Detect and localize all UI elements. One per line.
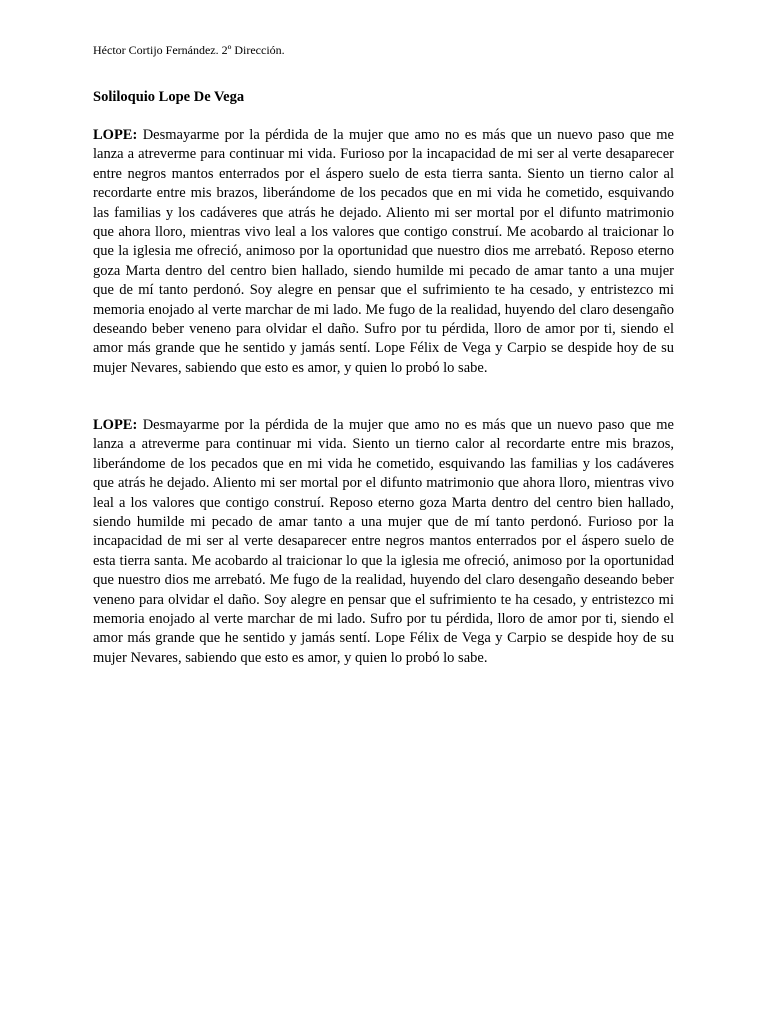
page-header: Héctor Cortijo Fernández. 2º Dirección. bbox=[93, 43, 285, 57]
monologue-paragraph-1 bbox=[93, 126, 674, 378]
paragraph-text: Desmayarme por la pérdida de la mujer que amo no es más que un nuevo paso que me lanza a atreverme para continuar mi vida. Furioso por la incapacidad de mi ser al verte desaparecer entre negros mantos enterrados por el áspero suelo de esta tierra santa. Siento un tierno calor al recordarte entre mis brazos, liberándome de los pecados que en mi vida he cometido, esquivando las familias y los cadáveres que atrás he dejado. Aliento mi ser mortal por el difunto matrimonio que ahora lloro, mientras vivo leal a los valores que contigo construí. Me acobardo al traicionar lo que la iglesia me ofreció, animoso por la oportunidad que nuestro dios me arrebató. Reposo eterno goza Marta dentro del centro bien hallado, siendo humilde mi pecado de amar tanto a una mujer que de mí tanto perdonó. Soy alegre en pensar que el sufrimiento te ha cesado, y entristezco mi memoria enojado al verte marchar de mi lado. Me fugo de la realidad, huyendo del claro desengaño deseando beber veneno para olvidar el daño. Sufro por tu pérdida, lloro de amor por ti, siendo el amor más grande que he sentido y jamás sentí. Lope Félix de Vega y Carpio se despide hoy de su mujer Nevares, sabiendo que esto es amor, y quien lo probó lo sabe. bbox=[93, 127, 674, 376]
speaker-label: LOPE: bbox=[93, 127, 138, 143]
monologue-paragraph-2 bbox=[93, 416, 674, 668]
speaker-label: LOPE: bbox=[93, 417, 138, 433]
paragraph-text: Desmayarme por la pérdida de la mujer que amo no es más que un nuevo paso que me lanza a atreverme para continuar mi vida. Siento un tierno calor al recordarte entre mis brazos, liberándome de los pecados que en mi vida he cometido, esquivando las familias y los cadáveres que atrás he dejado. Aliento mi ser mortal por el difunto matrimonio que ahora lloro, mientras vivo leal a los valores que contigo construí. Reposo eterno goza Marta dentro del centro bien hallado, siendo humilde mi pecado de amar tanto a una mujer que de mí tanto perdonó. Furioso por la incapacidad de mi ser al verte desaparecer entre negros mantos enterrados por el áspero suelo de esta tierra santa. Me acobardo al traicionar lo que la iglesia me ofreció, animoso por la oportunidad que nuestro dios me arrebató. Me fugo de la realidad, huyendo del claro desengaño deseando beber veneno para olvidar el daño. Soy alegre en pensar que el sufrimiento te ha cesado, y entristezco mi memoria enojado al verte marchar de mi lado. Sufro por tu pérdida, lloro de amor por ti, siendo el amor más grande que he sentido y jamás sentí. Lope Félix de Vega y Carpio se despide hoy de su mujer Nevares, sabiendo que esto es amor, y quien lo probó lo sabe. bbox=[93, 417, 674, 666]
document-title: Soliloquio Lope De Vega bbox=[93, 89, 245, 105]
